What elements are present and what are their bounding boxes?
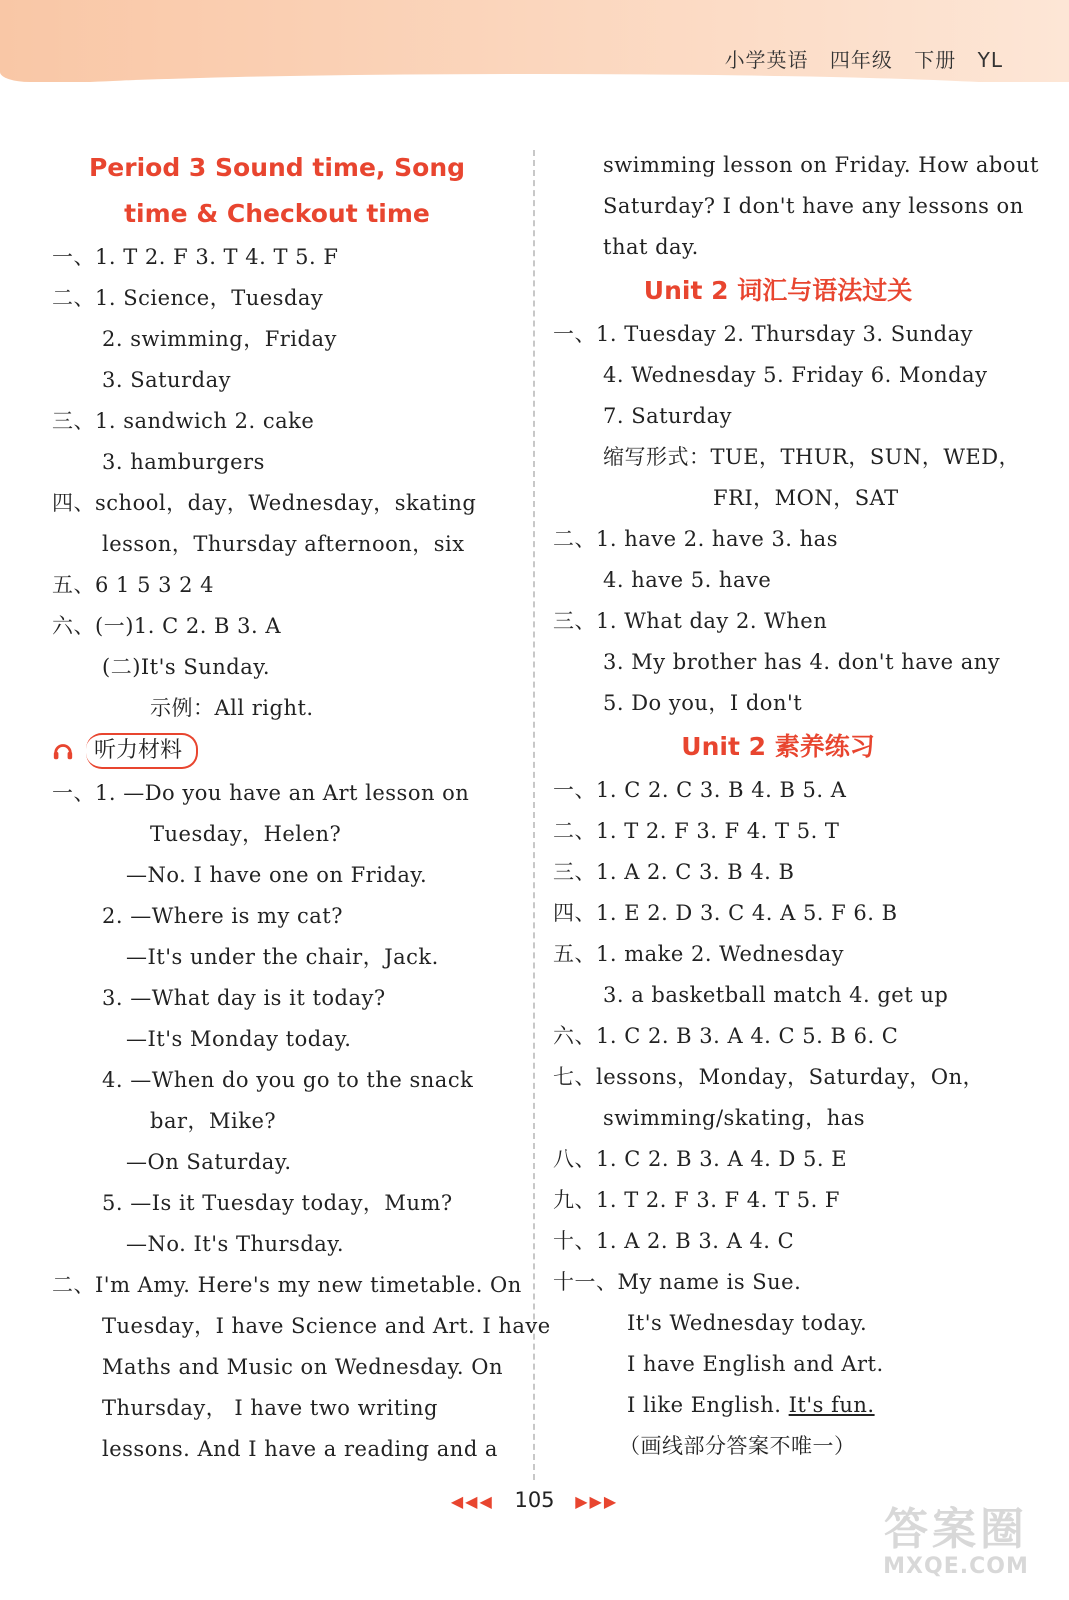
answer-line: 九、1. T 2. F 3. F 4. T 5. F [553, 1188, 840, 1212]
transcript-line: —It's Monday today. [126, 1027, 352, 1051]
headset-icon [52, 740, 74, 762]
answer-line: 一、1. T 2. F 3. T 4. T 5. F [52, 245, 339, 269]
passage-line: that day. [603, 235, 699, 259]
transcript-line: —No. I have one on Friday. [126, 863, 428, 887]
answer-line: 3. hamburgers [102, 450, 265, 474]
right-column [553, 145, 1039, 1467]
answer-line: 4. have 5. have [603, 568, 772, 592]
next-arrows-icon: ▶▶▶ [575, 1492, 619, 1511]
transcript-line: 4. —When do you go to the snack [102, 1068, 474, 1092]
listening-material-tag [52, 729, 502, 773]
header-title: 小学英语 四年级 下册 YL [724, 48, 1003, 72]
answer-line: 一、1. C 2. C 3. B 4. B 5. A [553, 778, 847, 802]
transcript-line: —It's under the chair，Jack. [126, 945, 439, 969]
transcript-line: 2. —Where is my cat? [102, 904, 343, 928]
section-title-period3-line2: time & Checkout time [124, 199, 430, 228]
answer-line: 2. swimming，Friday [102, 327, 337, 351]
listening-material-label: 听力材料 [86, 733, 198, 769]
watermark-text: 答案圈 [884, 1504, 1028, 1555]
answer-line: 3. Saturday [102, 368, 231, 392]
left-column [52, 145, 551, 1470]
transcript-text: 一、1. —Do you have an Art lesson on [52, 781, 470, 805]
answer-line: 五、6 1 5 3 2 4 [52, 573, 215, 597]
answer-line: 四、school，day，Wednesday，skating [52, 491, 477, 515]
answer-line: 五、1. make 2. Wednesday [553, 942, 844, 966]
transcript-line: Tuesday，Helen? [150, 822, 342, 846]
transcript-line: —No. It's Thursday. [126, 1232, 345, 1256]
answer-text: I like English. [627, 1393, 789, 1417]
column-divider [533, 150, 535, 1480]
answer-line: It's Wednesday today. [627, 1311, 868, 1335]
passage-line: Maths and Music on Wednesday. On [102, 1355, 504, 1379]
passage-line: swimming lesson on Friday. How about [603, 153, 1039, 177]
answer-line: 3. a basketball match 4. get up [603, 983, 949, 1007]
answer-line: FRI，MON，SAT [713, 486, 899, 510]
answer-line: 三、1. sandwich 2. cake [52, 409, 315, 433]
answer-line: 5. Do you，I don't [603, 691, 803, 715]
answer-line: 三、1. A 2. C 3. B 4. B [553, 860, 795, 884]
watermark-url: MXQE.COM [883, 1554, 1029, 1579]
transcript-line [52, 773, 502, 814]
answer-line: 八、1. C 2. B 3. A 4. D 5. E [553, 1147, 848, 1171]
page-number: 105 [514, 1488, 555, 1512]
answer-line: 缩写形式：TUE，THUR，SUN，WED， [603, 445, 1021, 469]
prev-arrows-icon: ◀◀◀ [450, 1492, 494, 1511]
answer-line: 7. Saturday [603, 404, 732, 428]
answer-line: 十一、My name is Sue. [553, 1270, 802, 1294]
transcript-line: bar，Mike? [150, 1109, 277, 1133]
answer-line: 三、1. What day 2. When [553, 609, 828, 633]
answer-note: （画线部分答案不唯一） [619, 1434, 856, 1458]
transcript-line: 5. —Is it Tuesday today，Mum? [102, 1191, 453, 1215]
answer-line: 二、1. Science，Tuesday [52, 286, 324, 310]
answer-line: lesson，Thursday afternoon，six [102, 532, 465, 556]
answer-line: 示例：All right. [150, 696, 314, 720]
answer-line: 十、1. A 2. B 3. A 4. C [553, 1229, 795, 1253]
answer-line: 七、lessons，Monday，Saturday，On， [553, 1065, 985, 1089]
section-title-literacy-practice: Unit 2 素养练习 [681, 732, 875, 761]
passage-line: Thursday， I have two writing [102, 1396, 438, 1420]
answer-line: 3. My brother has 4. don't have any [603, 650, 1001, 674]
answer-line [553, 1385, 1003, 1426]
answer-line: 二、1. have 2. have 3. has [553, 527, 838, 551]
transcript-line: 3. —What day is it today? [102, 986, 386, 1010]
watermark [871, 1506, 1041, 1582]
underlined-answer: It's fun. [788, 1393, 875, 1417]
passage-line: lessons. And I have a reading and a [102, 1437, 498, 1461]
answer-line: 四、1. E 2. D 3. C 4. A 5. F 6. B [553, 901, 898, 925]
answer-line: I have English and Art. [627, 1352, 884, 1376]
answer-line: 六、1. C 2. B 3. A 4. C 5. B 6. C [553, 1024, 899, 1048]
section-title-period3: Period 3 Sound time, Song [88, 153, 466, 182]
passage-line: Tuesday，I have Science and Art. I have [102, 1314, 551, 1338]
answer-line: 二、1. T 2. F 3. F 4. T 5. T [553, 819, 840, 843]
answer-line: 一、1. Tuesday 2. Thursday 3. Sunday [553, 322, 974, 346]
answer-line: 4. Wednesday 5. Friday 6. Monday [603, 363, 988, 387]
section-title-vocab-grammar: Unit 2 词汇与语法过关 [643, 276, 913, 305]
answer-line: swimming/skating，has [603, 1106, 866, 1130]
passage-line: Saturday? I don't have any lessons on [603, 194, 1024, 218]
answer-line: 六、(一)1. C 2. B 3. A [52, 614, 282, 638]
answer-line: (二)It's Sunday. [102, 655, 270, 679]
passage-line: 二、I'm Amy. Here's my new timetable. On [52, 1273, 522, 1297]
transcript-line: —On Saturday. [126, 1150, 292, 1174]
